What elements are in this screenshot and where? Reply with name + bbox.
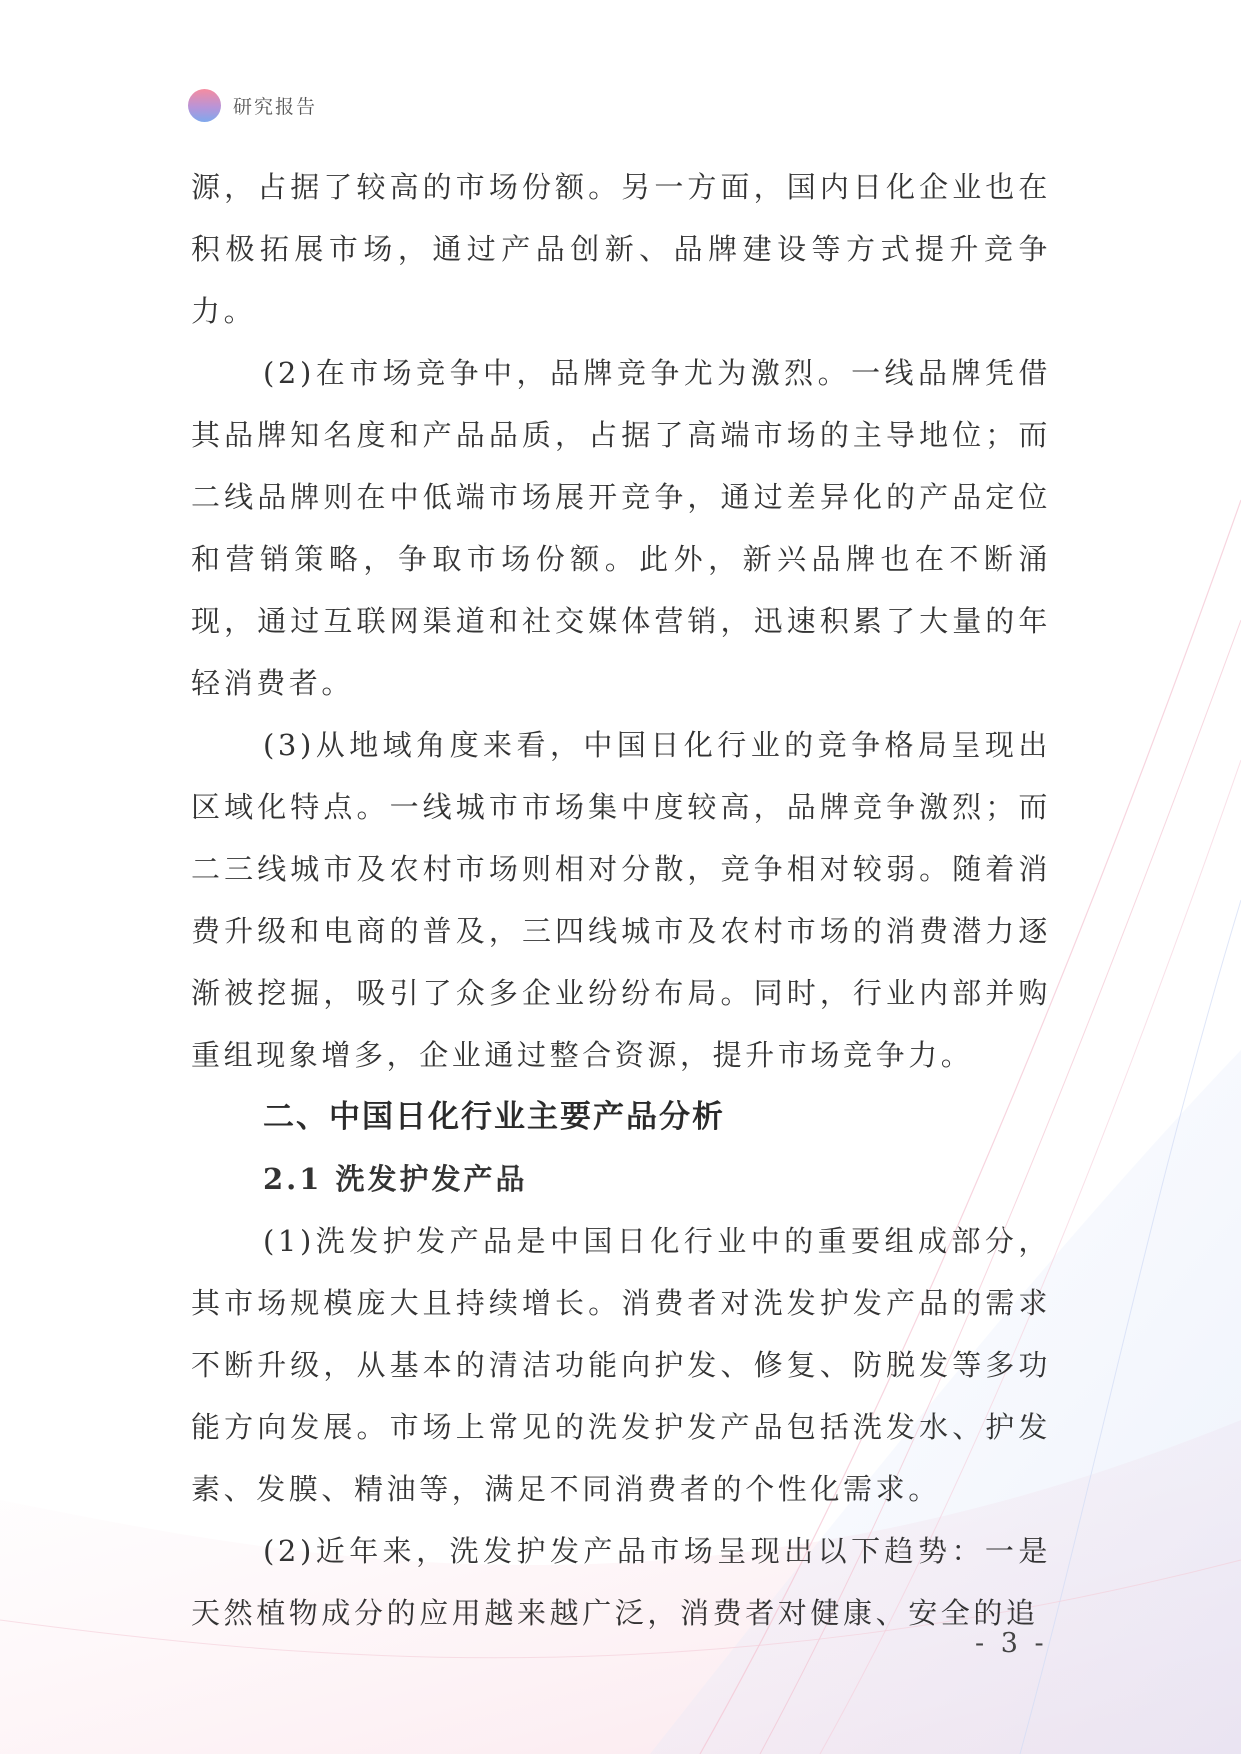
header-title: 研究报告 [233,95,318,118]
document-body [191,156,1051,1644]
body-paragraph: (2)近年来，洗发护发产品市场呈现出以下趋势：一是天然植物成分的应用越来越广泛，消费者对健康、安全的追 [191,1534,1051,1630]
logo-circle-icon [188,89,221,122]
body-paragraph: (3)从地域角度来看，中国日化行业的竞争格局呈现出区域化特点。一线城市市场集中度较高，品牌竞争激烈；而二三线城市及农村市场则相对分散，竞争相对较弱。随着消费升级和电商的普及，三四线城市及农村市场的消费潜力逐渐被挖掘，吸引了众多企业纷纷布局。同时，行业内部并购重组现象增多，企业通过整合资源，提升市场竞争力。 [191,728,1051,1072]
subsection-heading: 2.1 洗发护发产品 [263,1162,528,1196]
section-heading: 二、中国日化行业主要产品分析 [263,1099,725,1135]
body-paragraph: (1)洗发护发产品是中国日化行业中的重要组成部分，其市场规模庞大且持续增长。消费者对洗发护发产品的需求不断升级，从基本的清洁功能向护发、修复、防脱发等多功能方向发展。市场上常见的洗发护发产品包括洗发水、护发素、发膜、精油等，满足不同消费者的个性化需求。 [191,1224,1051,1506]
body-paragraph: (2)在市场竞争中，品牌竞争尤为激烈。一线品牌凭借其品牌知名度和产品品质，占据了高端市场的主导地位；而二线品牌则在中低端市场展开竞争，通过差异化的产品定位和营销策略，争取市场份额。此外，新兴品牌也在不断涌现，通过互联网渠道和社交媒体营销，迅速积累了大量的年轻消费者。 [191,356,1051,700]
report-header [188,88,317,122]
body-paragraph: 源，占据了较高的市场份额。另一方面，国内日化企业也在积极拓展市场，通过产品创新、品牌建设等方式提升竞争力。 [191,170,1051,328]
page-number: - 3 - [975,1628,1048,1659]
